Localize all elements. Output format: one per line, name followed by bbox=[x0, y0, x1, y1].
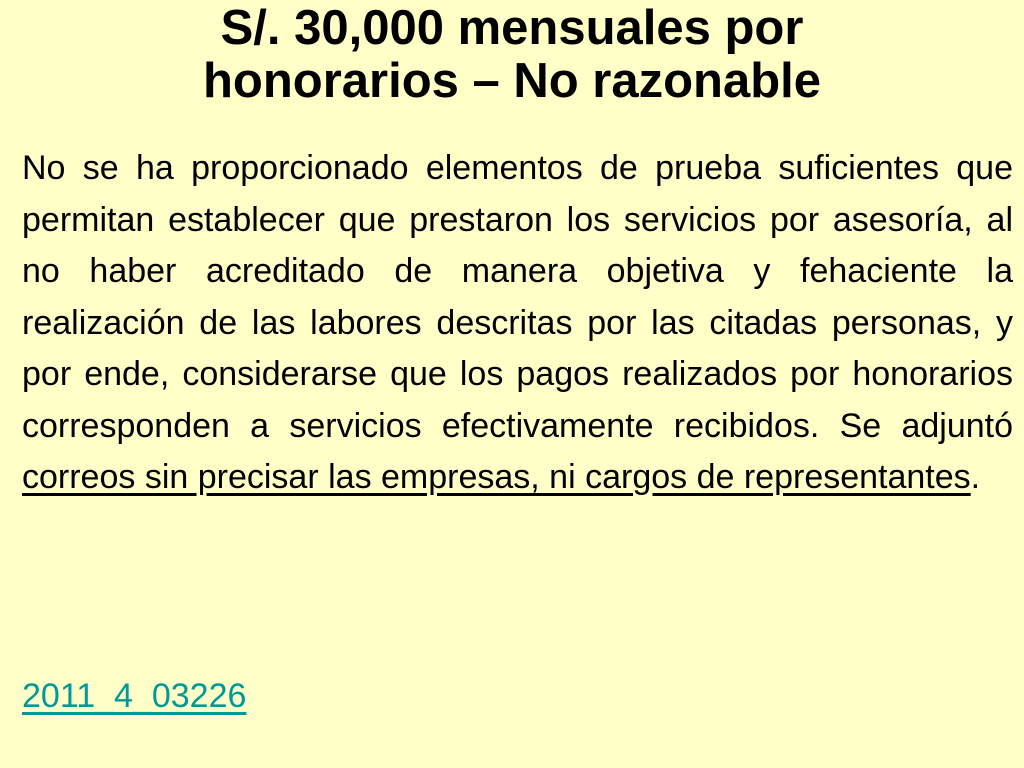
body-end-punctuation: . bbox=[970, 458, 981, 496]
body-underlined-text: correos sin precisar las empresas, ni cargos de representantes bbox=[22, 458, 971, 496]
slide-title-line-2: honorarios – No razonable bbox=[202, 54, 822, 108]
slide-body-paragraph bbox=[22, 143, 1013, 504]
reference-link[interactable]: 2011_4_03226 bbox=[22, 677, 247, 715]
body-text: No se ha proporcionado elementos de prueba suficientes que permitan establecer que prestaron los servicios por asesoría, al no haber acreditado de manera objetiva y fehaciente la realización de las labores descritas por las citadas personas, y por ende, considerarse que los pagos realizados por honorarios corresponden a servicios efectivamente recibidos. Se adjuntó bbox=[22, 149, 1013, 445]
slide-title-line-1: S/. 30,000 mensuales por bbox=[220, 1, 804, 55]
slide-title bbox=[60, 2, 964, 108]
